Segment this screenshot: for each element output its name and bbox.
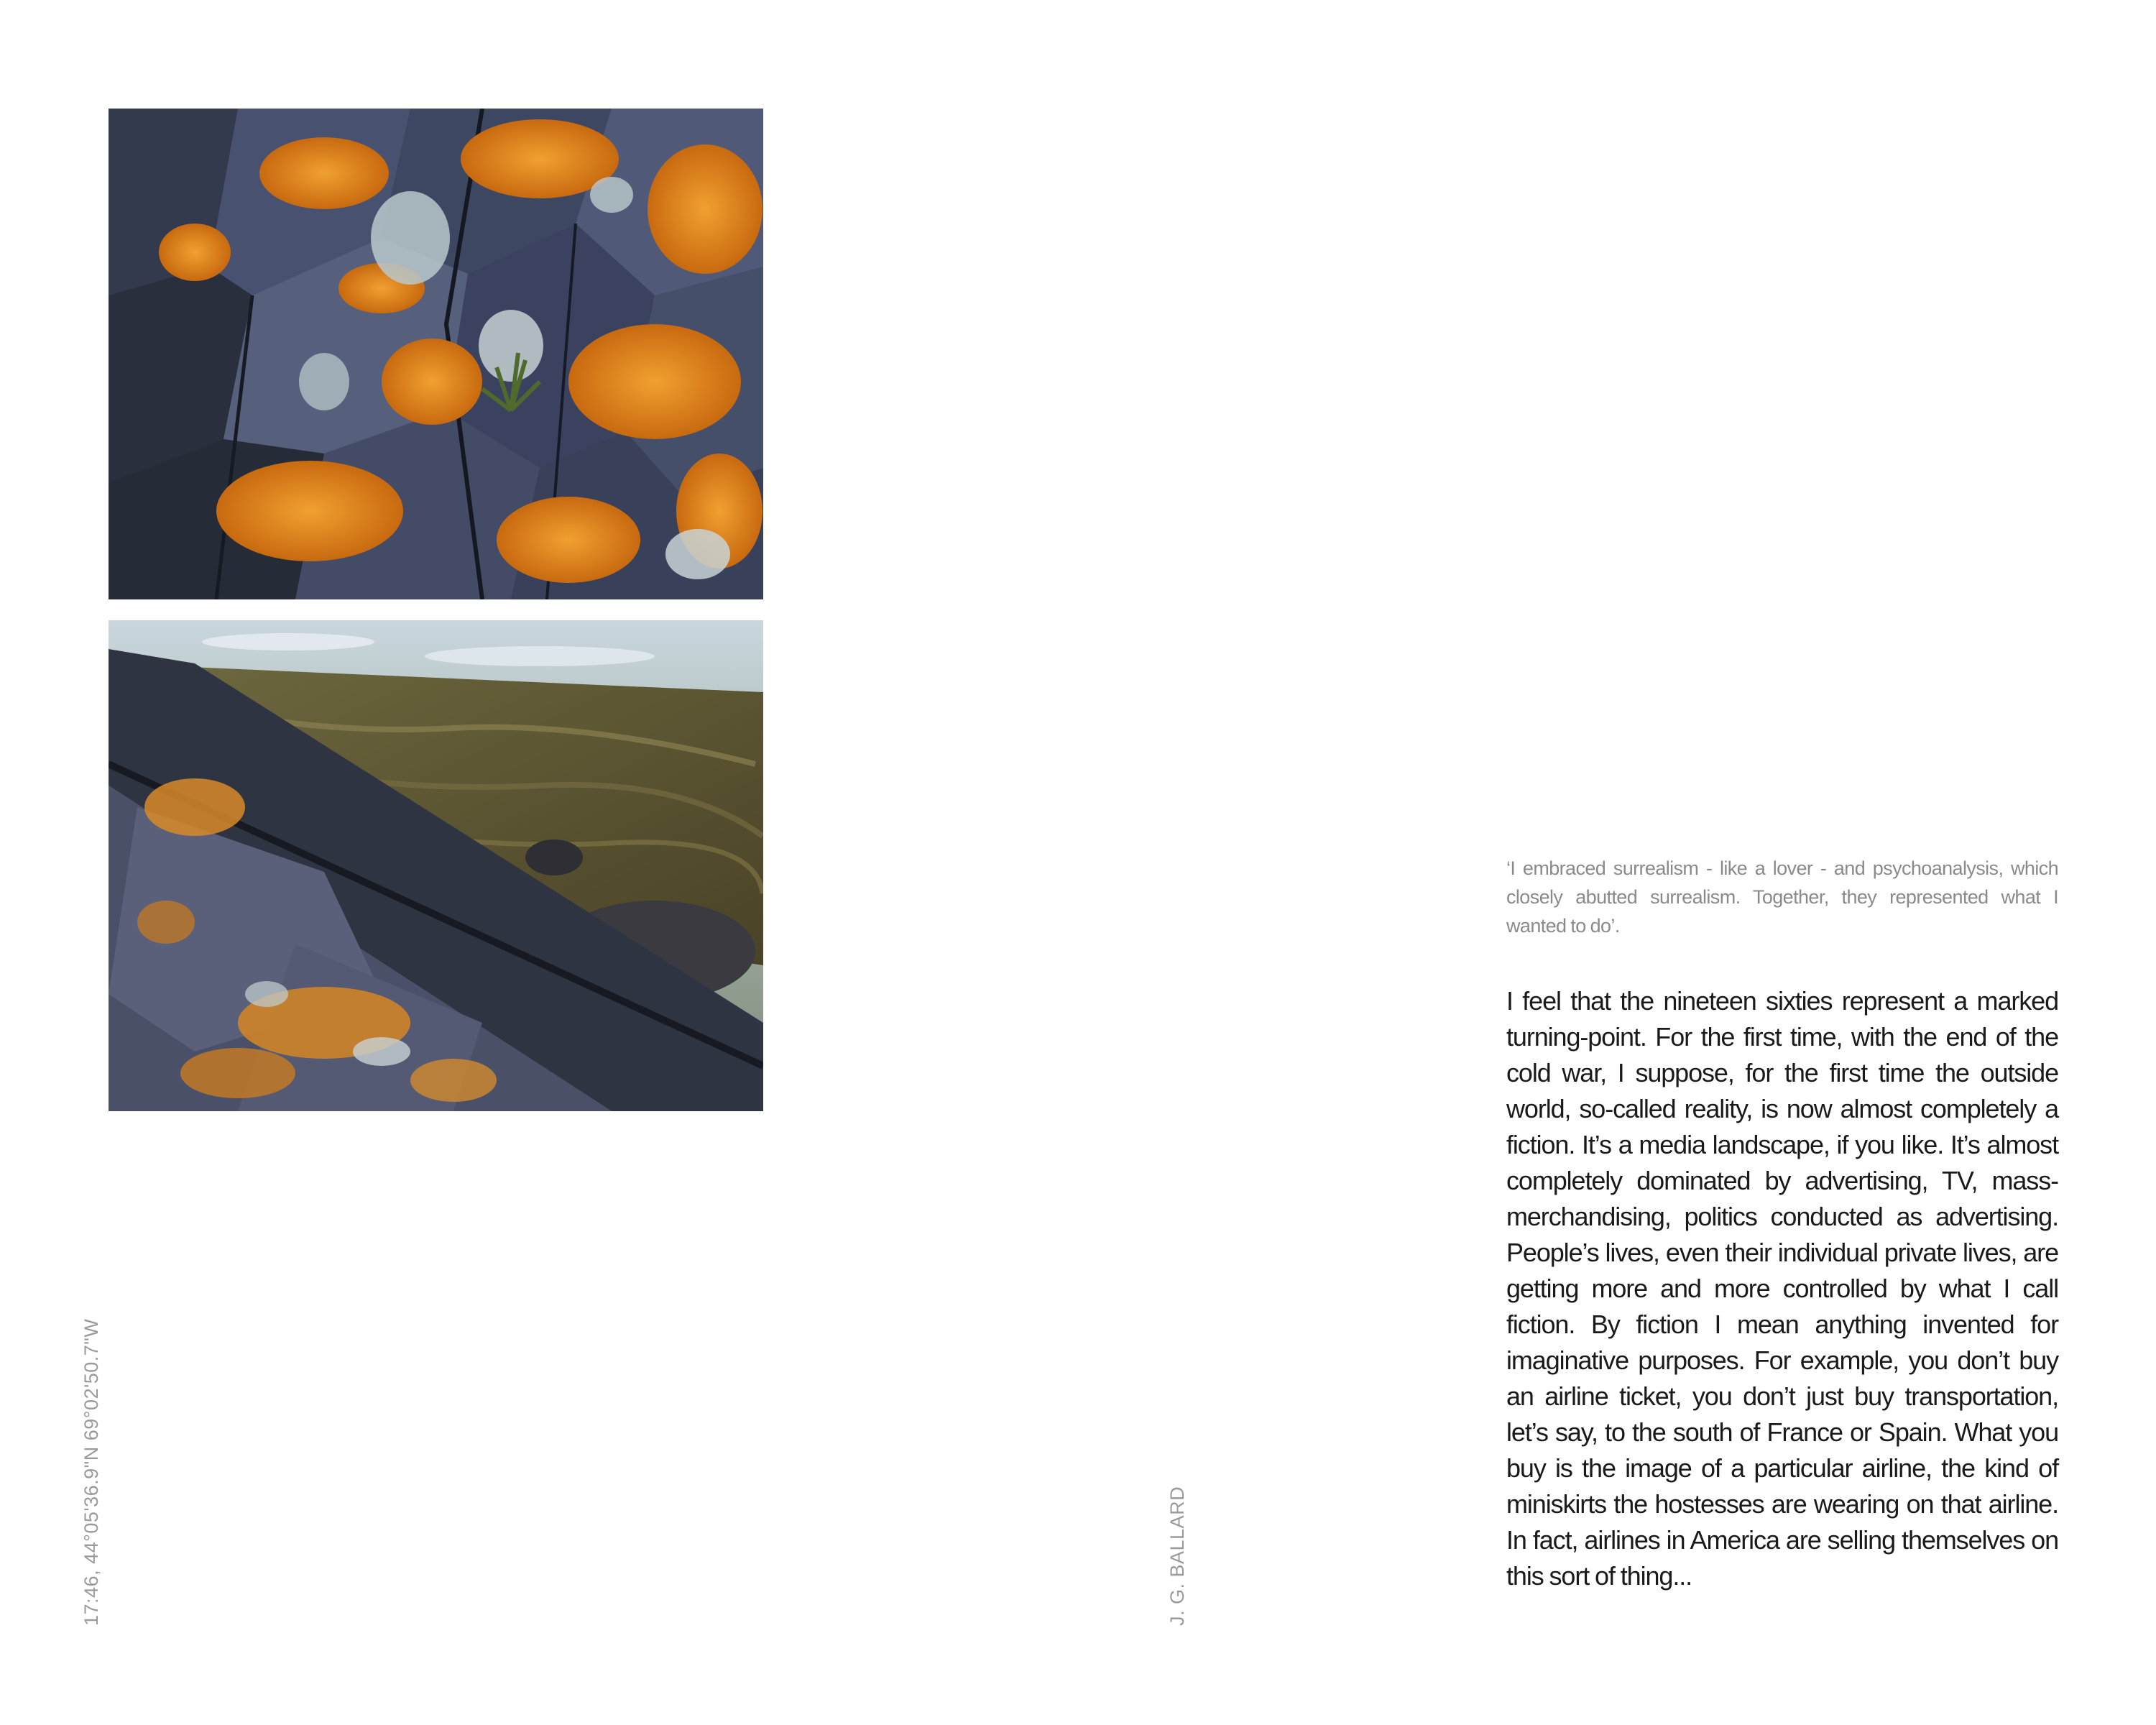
shoreline-seaweed-photo [109,620,763,1111]
running-head-author: J. G. BALLARD [1166,1486,1188,1626]
photo-location-caption: 17:46, 44°05'36.9"N 69°02'50.7"W [80,1318,102,1626]
epigraph-quote: ‘I embraced surrealism - like a lover - and psychoanalysis, which closely abutted surrealism. Together, they represented what I wanted to do’. [1506,857,2058,937]
shoreline-image [109,620,763,1111]
lichen-rock-image [109,109,763,599]
lichen-rock-photo [109,109,763,599]
body-paragraph: I feel that the nineteen sixties represent a marked turning-point. For the first time, with the end of the cold war, I suppose, for the first time the outside world, so-called reality, is now almost completely a fiction. It’s a media landscape, if you like. It’s almost completely dominated by advertising, TV, mass-merchandising, politics conducted as advertising. People’s lives, even their individual private lives, are getting more and more controlled by what I call fiction. By fiction I mean anything invented for imaginative purposes. For example, you don’t buy an airline ticket, you don’t just buy transportation, let’s say, to the south of France or Spain. What you buy is the image of a particular airline, the kind of miniskirts the hostesses are wearing on that airline. In fact, airlines in America are selling themselves on this sort of thing... [1506,986,2058,1591]
